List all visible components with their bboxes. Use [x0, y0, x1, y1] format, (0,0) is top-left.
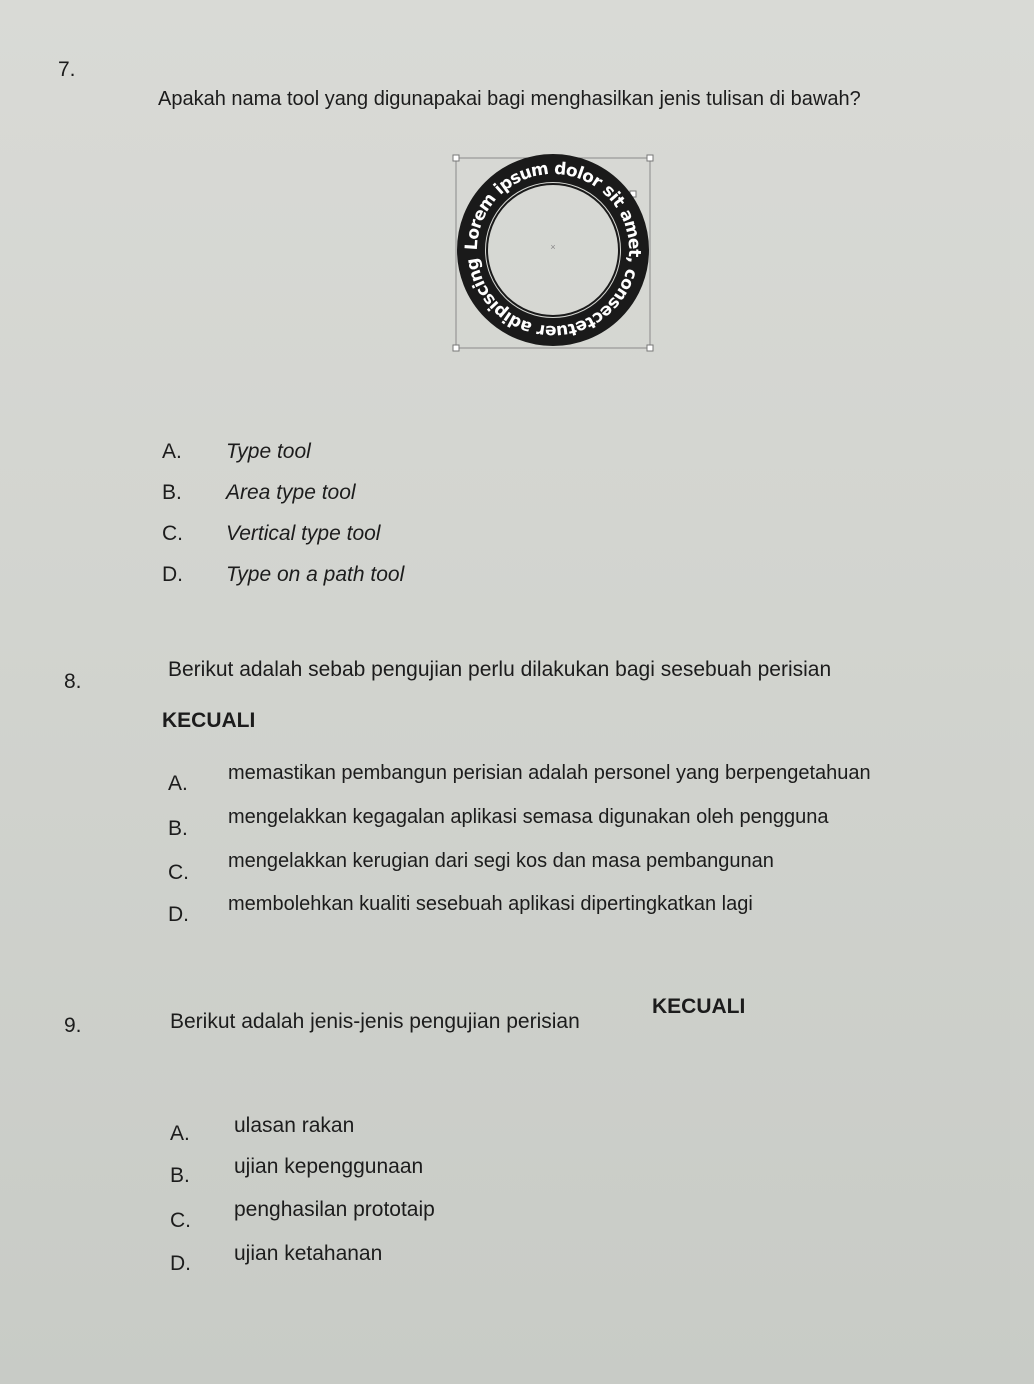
circle-path-text-illustration [428, 132, 678, 372]
q8-option-c-letter: C. [168, 861, 189, 884]
question-7-text: Apakah nama tool yang digunapakai bagi menghasilkan jenis tulisan di bawah? [158, 88, 861, 110]
question-9-emphasis: KECUALI [652, 995, 746, 1018]
q7-option-d-letter: D. [162, 563, 183, 586]
q9-option-b-letter: B. [170, 1164, 190, 1187]
question-8-emphasis: KECUALI [162, 709, 256, 732]
q7-option-a-letter: A. [162, 440, 182, 463]
q8-option-d-text: membolehkan kualiti sesebuah aplikasi dipertingkatkan lagi [228, 893, 753, 915]
q7-option-b-text: Area type tool [226, 481, 356, 504]
path-text-content: Lorem ipsum dolor sit amet, consectetuer adipiscing [461, 158, 645, 342]
q9-option-c-letter: C. [170, 1209, 191, 1232]
q8-option-d-letter: D. [168, 903, 189, 926]
handle-bottom-right [647, 345, 653, 351]
q9-option-b-text: ujian kepenggunaan [234, 1155, 424, 1178]
text-on-path-figure [428, 132, 678, 372]
question-9-text: Berikut adalah jenis-jenis pengujian perisian [170, 1010, 580, 1033]
q9-option-d-letter: D. [170, 1252, 191, 1275]
q7-option-a-text: Type tool [226, 440, 311, 463]
handle-top-right [647, 155, 653, 161]
center-mark: × [550, 242, 556, 252]
handle-top-left [453, 155, 459, 161]
question-8-number: 8. [64, 670, 82, 693]
q7-option-c-letter: C. [162, 522, 183, 545]
q9-option-a-letter: A. [170, 1122, 190, 1145]
handle-bottom-left [453, 345, 459, 351]
q9-option-a-text: ulasan rakan [234, 1114, 355, 1137]
q8-option-b-letter: B. [168, 817, 188, 840]
q7-option-c-text: Vertical type tool [226, 522, 381, 545]
question-9-number: 9. [64, 1014, 82, 1037]
question-8-text: Berikut adalah sebab pengujian perlu dilakukan bagi sesebuah perisian [168, 658, 832, 681]
q8-option-a-letter: A. [168, 772, 188, 795]
q8-option-a-text: memastikan pembangun perisian adalah personel yang berpengetahuan [228, 762, 871, 784]
q8-option-c-text: mengelakkan kerugian dari segi kos dan masa pembangunan [228, 850, 774, 872]
q8-option-b-text: mengelakkan kegagalan aplikasi semasa digunakan oleh pengguna [228, 806, 829, 828]
q9-option-c-text: penghasilan prototaip [234, 1198, 435, 1221]
question-7-number: 7. [58, 58, 76, 81]
q7-option-d-text: Type on a path tool [226, 563, 405, 586]
q7-option-b-letter: B. [162, 481, 182, 504]
q9-option-d-text: ujian ketahanan [234, 1242, 383, 1265]
